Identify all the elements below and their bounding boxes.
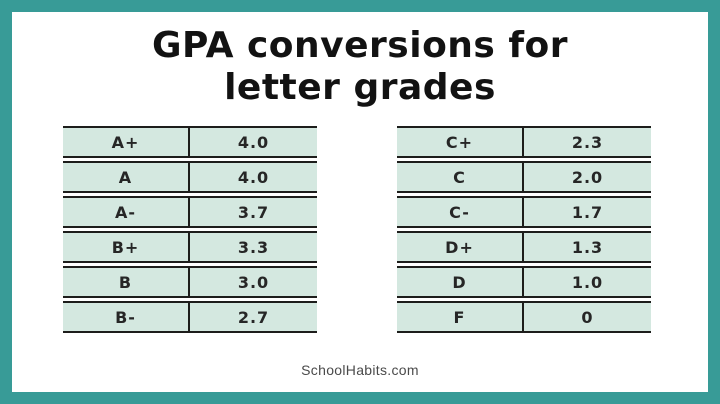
- grade-cell: B-: [63, 303, 190, 331]
- table-row: [63, 196, 317, 228]
- table-row: [397, 266, 651, 298]
- gpa-value-cell: 1.7: [571, 202, 604, 222]
- attribution-text: SchoolHabits.com: [301, 362, 419, 378]
- gpa-value-cell: 2.0: [571, 167, 604, 187]
- gpa-value-cell: 4.0: [237, 132, 270, 152]
- table-row: [63, 161, 317, 193]
- gpa-table-letters-c-f: [397, 126, 651, 336]
- grade-cell: D: [397, 268, 524, 296]
- table-row: [63, 126, 317, 158]
- table-row: [63, 301, 317, 333]
- grade-cell: A: [63, 163, 190, 191]
- table-row: [397, 126, 651, 158]
- page-title: [12, 25, 708, 110]
- gpa-value-cell: 1.0: [571, 272, 604, 292]
- gpa-value-cell: 3.7: [237, 202, 270, 222]
- gpa-value-cell: 0: [581, 307, 594, 327]
- table-row: [397, 196, 651, 228]
- gpa-table-letters-a-b: [63, 126, 317, 336]
- gpa-value-cell: 1.3: [571, 237, 604, 257]
- gpa-value-cell: 4.0: [237, 167, 270, 187]
- table-row: [63, 266, 317, 298]
- gpa-value-cell: 2.7: [237, 307, 270, 327]
- grade-cell: C+: [397, 128, 524, 156]
- grade-cell: B: [63, 268, 190, 296]
- grade-cell: D+: [397, 233, 524, 261]
- grade-cell: A-: [63, 198, 190, 226]
- grade-cell: F: [397, 303, 524, 331]
- grade-cell: C-: [397, 198, 524, 226]
- gpa-value-cell: 3.3: [237, 237, 270, 257]
- gpa-value-cell: 3.0: [237, 272, 270, 292]
- title-line-1: GPA conversions for: [151, 25, 569, 66]
- grade-cell: C: [397, 163, 524, 191]
- grade-cell: B+: [63, 233, 190, 261]
- table-row: [397, 231, 651, 263]
- gpa-value-cell: 2.3: [571, 132, 604, 152]
- table-row: [63, 231, 317, 263]
- table-row: [397, 301, 651, 333]
- title-line-2: letter grades: [224, 67, 496, 109]
- grade-cell: A+: [63, 128, 190, 156]
- table-row: [397, 161, 651, 193]
